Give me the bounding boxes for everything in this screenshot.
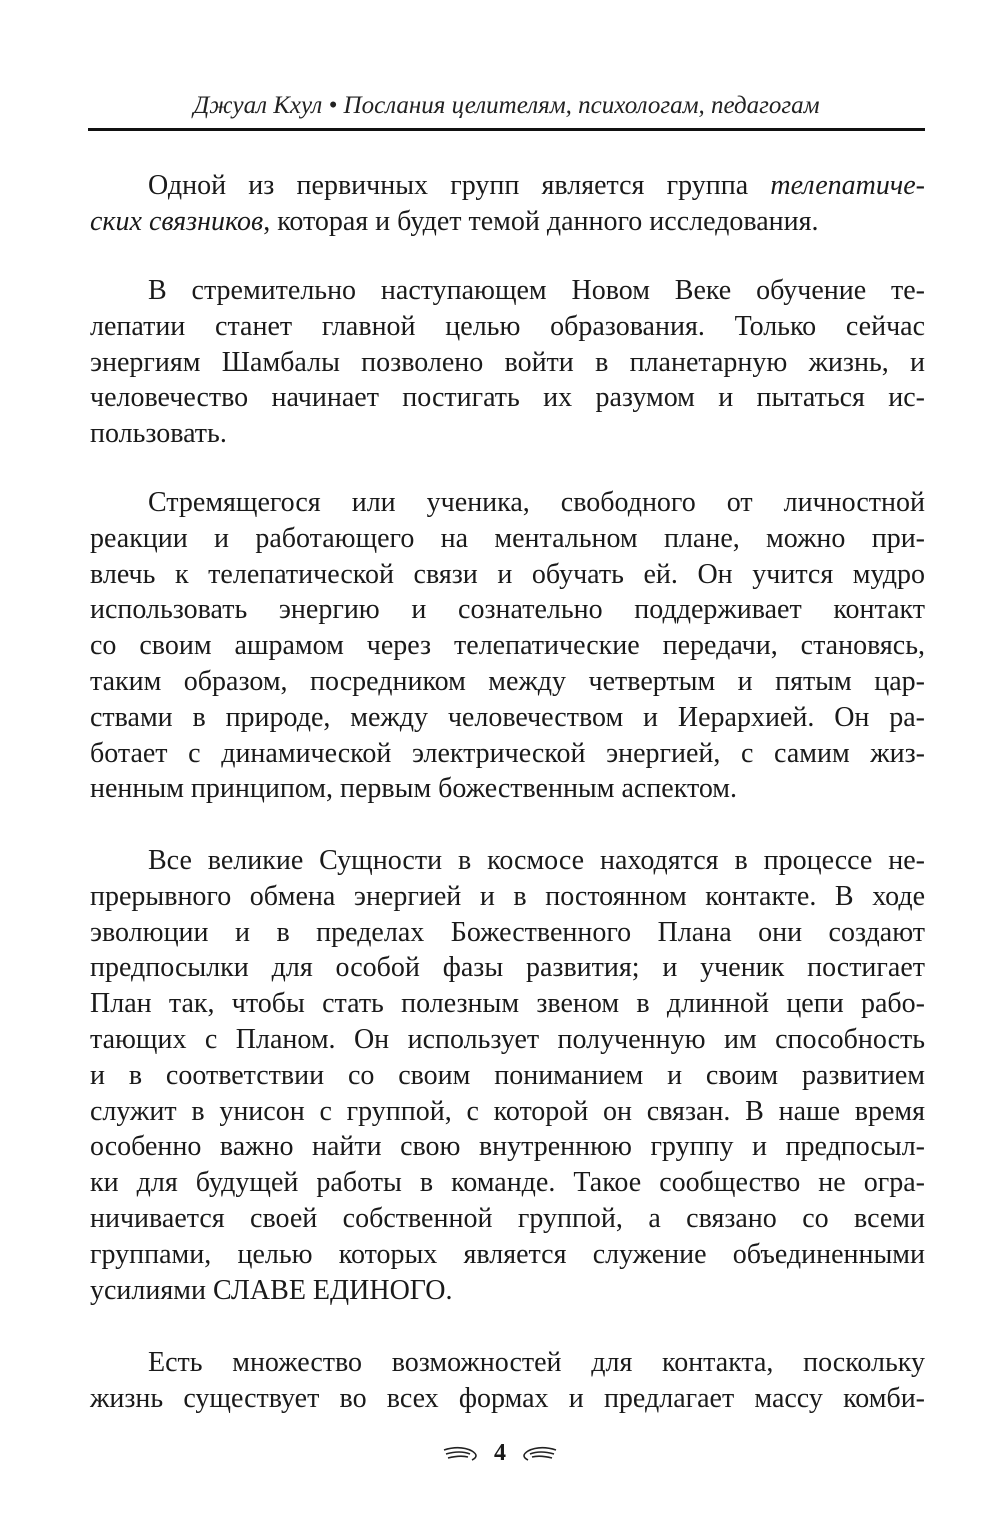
text-line bbox=[90, 521, 925, 557]
header-rule bbox=[88, 128, 925, 131]
paragraph bbox=[90, 273, 925, 452]
text-line bbox=[90, 557, 925, 593]
text-run: Стремящегося или ученика, свободного от личностной bbox=[148, 487, 925, 518]
swirl-ornament-icon bbox=[518, 1445, 558, 1463]
text-run: и в соответствии со своим пониманием и своим развитием bbox=[90, 1059, 925, 1091]
text-line bbox=[90, 1273, 925, 1309]
text-line bbox=[90, 1058, 925, 1094]
text-run: эволюции и в пределах Божественного Плана они создают bbox=[90, 916, 925, 948]
text-run: влечь к телепатической связи и обучать ей. Он учится мудро bbox=[90, 558, 925, 590]
text-run: использовать энергию и сознательно поддерживает контакт bbox=[90, 594, 925, 626]
text-run: лепатии станет главной целью образования. Только сейчас bbox=[90, 310, 925, 342]
text-line bbox=[90, 1094, 925, 1130]
page-footer bbox=[0, 1440, 1000, 1467]
text-line bbox=[90, 843, 925, 879]
text-line bbox=[90, 950, 925, 986]
text-line bbox=[90, 1381, 925, 1417]
text-line bbox=[90, 879, 925, 915]
text-run: человечество начинает постигать их разумом и пытаться ис- bbox=[90, 382, 925, 414]
text-run: со своим ашрамом через телепатические передачи, становясь, bbox=[90, 630, 925, 662]
text-run: ничивается своей собственной группой, а связано со всеми bbox=[90, 1202, 925, 1234]
text-line bbox=[90, 1345, 925, 1381]
text-line bbox=[90, 416, 925, 452]
text-line bbox=[90, 380, 925, 416]
text-line bbox=[90, 204, 925, 240]
text-line bbox=[90, 1022, 925, 1058]
text-run: В стремительно наступающем Новом Веке обучение те- bbox=[148, 275, 925, 306]
text-line bbox=[90, 986, 925, 1022]
text-run: таким образом, посредником между четвертым и пятым цар- bbox=[90, 665, 925, 697]
text-run: План так, чтобы стать полезным звеном в длинной цепи рабо- bbox=[90, 988, 925, 1020]
text-line bbox=[90, 485, 925, 521]
running-header: Джуал Кхул • Послания целителям, психологам, педагогам bbox=[193, 92, 820, 119]
text-run: прерывного обмена энергией и в постоянном контакте. В ходе bbox=[90, 880, 925, 912]
text-line bbox=[90, 1129, 925, 1165]
text-line bbox=[90, 1165, 925, 1201]
text-line bbox=[90, 736, 925, 772]
text-line bbox=[90, 771, 925, 807]
text-line bbox=[90, 1201, 925, 1237]
text-run: реакции и работающего на ментальном плане, можно при- bbox=[90, 522, 925, 554]
paragraph bbox=[90, 1345, 925, 1417]
text-run: служит в унисон с группой, с которой он связан. В наше время bbox=[90, 1095, 925, 1127]
text-run: , которая и будет темой данного исследования. bbox=[263, 205, 819, 237]
text-line bbox=[90, 915, 925, 951]
paragraph bbox=[90, 485, 925, 807]
swirl-ornament-icon bbox=[442, 1445, 482, 1463]
text-run: предпосылки для особой фазы развития; и ученик постигает bbox=[90, 952, 925, 984]
text-run: группами, целью которых является служение объединенными bbox=[90, 1238, 925, 1270]
text-run: ки для будущей работы в команде. Такое сообщество не огра- bbox=[90, 1167, 925, 1199]
text-run: усилиями СЛАВЕ ЕДИНОГО. bbox=[90, 1274, 453, 1306]
text-line bbox=[90, 664, 925, 700]
text-run: Все великие Сущности в космосе находятся в процессе не- bbox=[148, 845, 925, 876]
text-line bbox=[90, 309, 925, 345]
text-run: ствами в природе, между человечеством и Иерархией. Он ра- bbox=[90, 701, 925, 733]
paragraph bbox=[90, 168, 925, 240]
text-run: Есть множество возможностей для контакта, поскольку bbox=[148, 1347, 925, 1378]
text-line bbox=[90, 1237, 925, 1273]
text-line bbox=[90, 592, 925, 628]
italic-term: ских связников bbox=[90, 205, 264, 237]
text-run: ботает с динамической электрической энергией, с самим жиз- bbox=[90, 737, 925, 769]
text-run: ненным принципом, первым божественным аспектом. bbox=[90, 773, 738, 805]
page-number: 4 bbox=[494, 1440, 506, 1466]
text-run: жизнь существует во всех формах и предлагает массу комби- bbox=[90, 1382, 925, 1414]
text-line bbox=[90, 168, 925, 204]
text-run: тающих с Планом. Он использует полученную им способность bbox=[90, 1023, 925, 1055]
text-line bbox=[90, 345, 925, 381]
text-line bbox=[90, 273, 925, 309]
text-run: пользовать. bbox=[90, 418, 227, 450]
italic-term: телепатиче- bbox=[770, 170, 925, 201]
paragraph bbox=[90, 843, 925, 1308]
text-line bbox=[90, 700, 925, 736]
text-run: особенно важно найти свою внутреннюю группу и предпосыл- bbox=[90, 1131, 925, 1163]
text-run: Одной из первичных групп является группа bbox=[148, 170, 771, 201]
text-run: энергиям Шамбалы позволено войти в планетарную жизнь, и bbox=[90, 346, 925, 378]
text-line bbox=[90, 628, 925, 664]
